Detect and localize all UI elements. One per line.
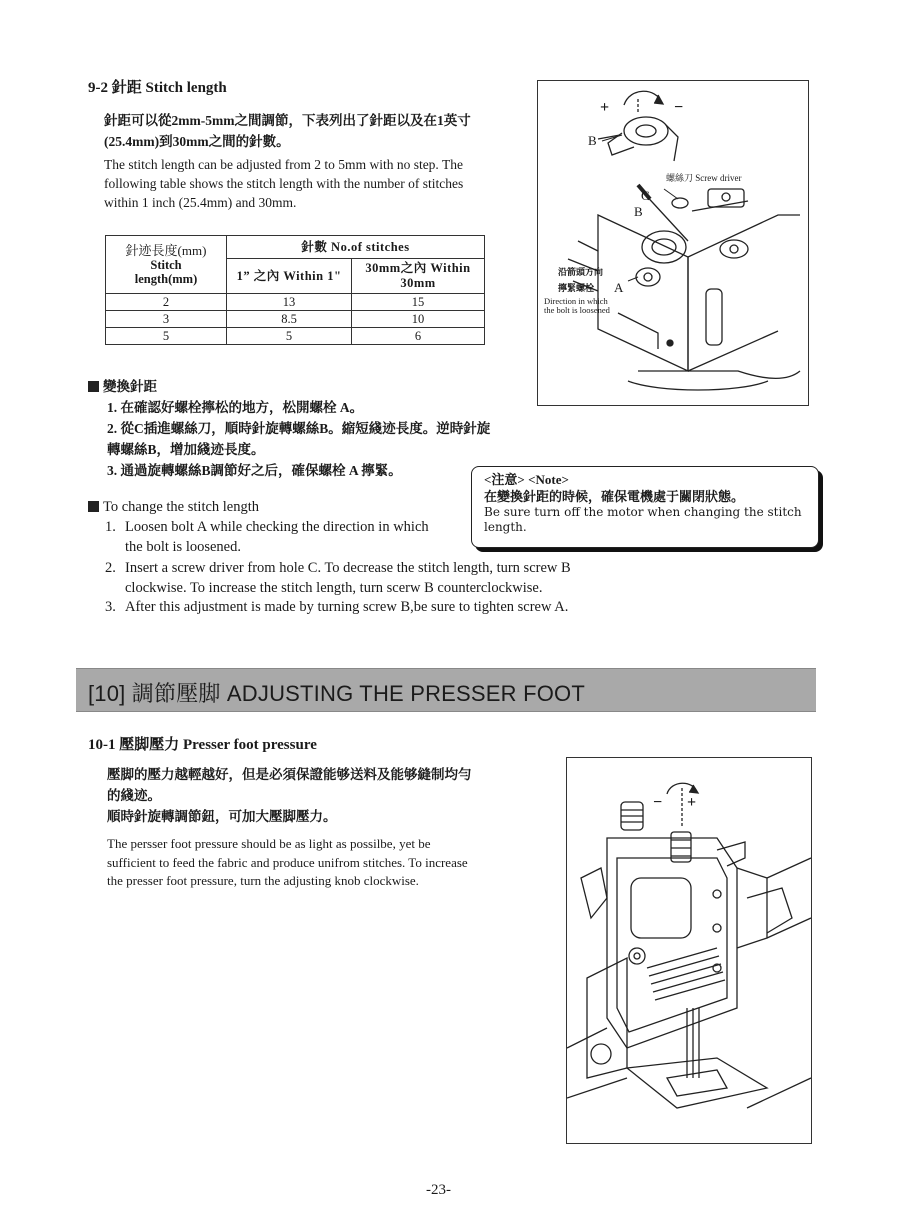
list-item: 1. Loosen bolt A while checking the direction in which the bolt is loosened.	[105, 519, 429, 555]
note-box	[471, 466, 819, 548]
banner-title: [10] 調節壓脚 ADJUSTING THE PRESSER FOOT	[88, 681, 585, 706]
plus-sign: +	[600, 99, 610, 116]
table-row: 5 5 6	[106, 328, 485, 345]
minus-sign: −	[653, 794, 663, 811]
table-row: 2 13 15	[106, 294, 485, 311]
direction-cn-1: 沿箭頭方向	[558, 267, 604, 277]
change-stitch-cn-steps: 1. 在確認好螺栓擰松的地方，松開螺栓 A。 2. 從C插進螺絲刀，順時針旋轉螺絲B。縮短綫迹長度。逆時針旋轉螺絲B，增加綫迹長度。 3. 通過旋轉螺絲B調節好之后，確保螺栓 A 擰緊。	[107, 400, 491, 478]
stitch-table	[105, 235, 485, 345]
label-a: A	[614, 280, 624, 295]
list-item: 3. After this adjustment is made by turning screw B,be sure to tighten screw A.	[105, 599, 569, 615]
bullet-icon	[88, 381, 99, 392]
plus-sign: +	[687, 794, 697, 811]
section-title-9-2: 9-2 針距 Stitch length	[88, 80, 227, 96]
presser-foot-en-text: The persser foot pressure should be as light as possilbe, yet be sufficient to feed the fabric and produce unifrom stitches. To increase the presser foot pressure, turn the adjusting knob clockwise.	[107, 836, 468, 888]
table-header-inch: 1” 之內 Within 1"	[227, 259, 352, 294]
table-header-30mm: 30mm之內 Within 30mm	[352, 259, 485, 294]
label-b: B	[634, 204, 643, 219]
direction-en-2: the bolt is loosened	[544, 305, 610, 315]
section-title-10-1: 10-1 壓脚壓力 Presser foot pressure	[88, 737, 317, 753]
table-header-count: 針數 No.of stitches	[227, 236, 485, 259]
bullet-icon	[88, 501, 99, 512]
label-b-top: B	[588, 133, 597, 148]
screwdriver-label: 螺絲刀 Screw driver	[666, 173, 742, 183]
machine-head-illustration	[538, 81, 808, 405]
change-stitch-en-title: To change the stitch length	[88, 498, 259, 517]
note-title: <注意> <Note>	[484, 472, 569, 487]
table-row: 3 8.5 10	[106, 311, 485, 328]
page-number: -23-	[426, 1182, 451, 1198]
presser-foot-cn-2: 順時針旋轉調節鈕，可加大壓脚壓力。	[107, 809, 337, 824]
presser-foot-figure	[566, 757, 812, 1144]
note-cn: 在變換針距的時候，確保電機處于關閉狀態。	[484, 489, 745, 504]
presser-foot-cn-1: 壓脚的壓力越輕越好，但是必須保證能够送料及能够縫制均勻的綫迹。	[107, 767, 472, 803]
minus-sign: −	[674, 99, 684, 116]
stitch-length-cn-text: 針距可以從2mm-5mm之間調節，下表列出了針距以及在1英寸(25.4mm)到30mm之間的針數。	[104, 113, 471, 149]
label-c: C	[641, 188, 650, 203]
table-header-length: 針迹長度(mm) Stitch length(mm)	[106, 236, 227, 294]
section-banner	[76, 668, 816, 712]
list-item: 2. Insert a screw driver from hole C. To decrease the stitch length, turn screw B clockwise. To increase the stitch length, turn scerw B counterclockwise.	[105, 560, 571, 596]
change-stitch-cn-title: 變換針距	[88, 376, 157, 397]
note-en: Be sure turn off the motor when changing the stitch length.	[484, 505, 802, 534]
stitch-length-en-text: The stitch length can be adjusted from 2 to 5mm with no step. The following table shows the stitch length with the number of stitches within 1 inch (25.4mm) and 30mm.	[104, 157, 464, 210]
direction-en-1: Direction in which	[544, 296, 608, 306]
presser-foot-illustration	[567, 758, 811, 1143]
direction-cn-2: 擰緊螺栓	[558, 283, 595, 293]
stitch-adjust-figure	[537, 80, 809, 406]
